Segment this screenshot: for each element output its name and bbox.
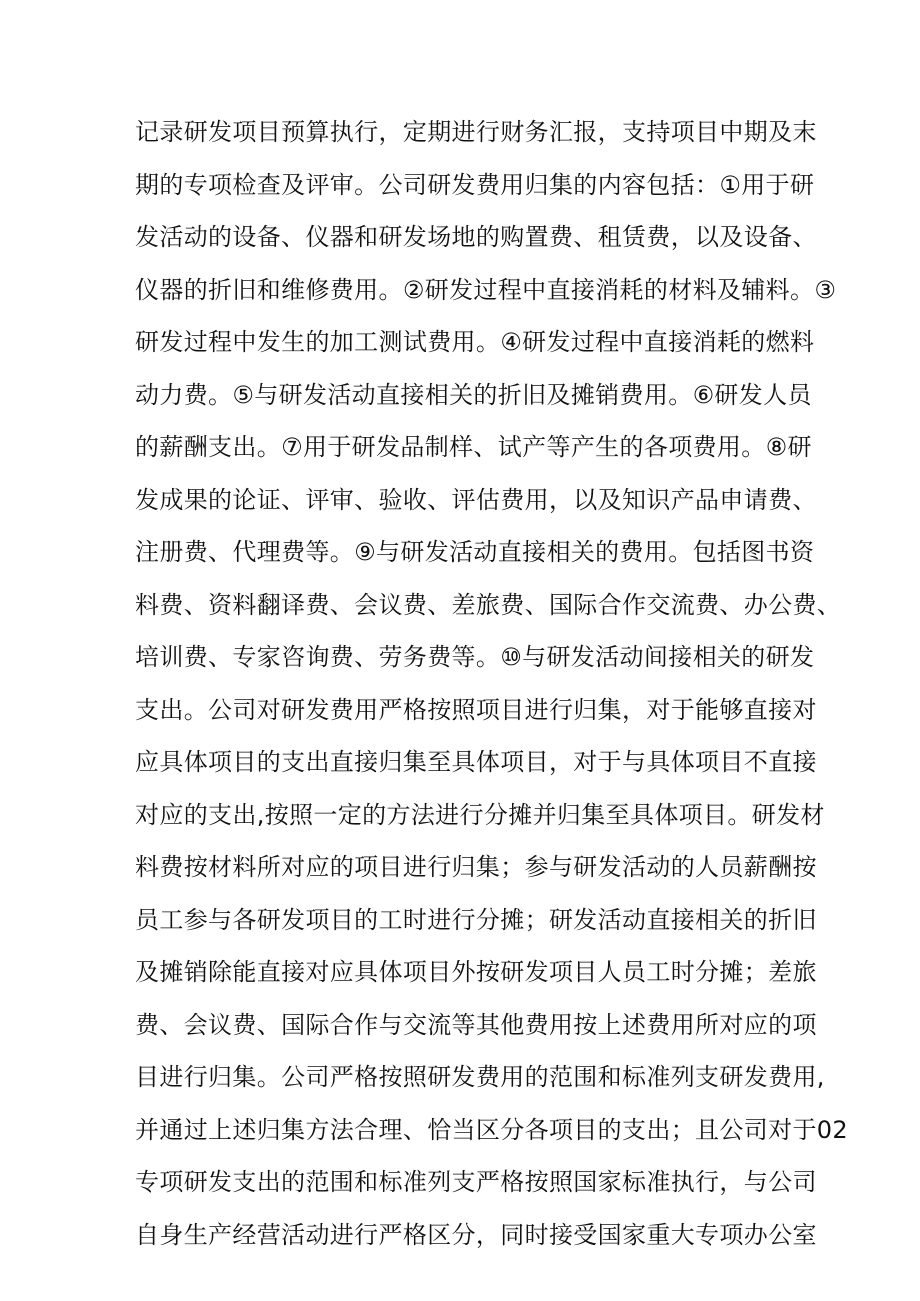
text-line: 注册费、代理费等。⑨与研发活动直接相关的费用。包括图书资 <box>135 538 815 566</box>
body-paragraph <box>135 106 849 1261</box>
text-line: 支出。公司对研发费用严格按照项目进行归集，对于能够直接对 <box>135 695 817 724</box>
text-line: 期的专项检查及评审。公司研发费用归集的内容包括：①用于研 <box>135 170 815 199</box>
text-line: 应具体项目的支出直接归集至具体项目，对于与具体项目不直接 <box>135 748 817 776</box>
text-line: 料费、资料翻译费、会议费、差旅费、国际合作交流费、办公费、 <box>135 590 842 619</box>
text-line: 并通过上述归集方法合理、恰当区分各项目的支出；且公司对于02 <box>135 1115 849 1144</box>
text-line: 自身生产经营活动进行严格区分，同时接受国家重大专项办公室 <box>135 1220 817 1249</box>
text-line: 料费按材料所对应的项目进行归集；参与研发活动的人员薪酬按 <box>135 853 817 881</box>
text-line: 对应的支出,按照一定的方法进行分摊并归集至具体项目。研发材 <box>135 800 825 829</box>
text-line: 发活动的设备、仪器和研发场地的购置费、租赁费，以及设备、 <box>135 223 817 251</box>
text-line: 动力费。⑤与研发活动直接相关的折旧及摊销费用。⑥研发人员 <box>135 380 812 409</box>
text-line: 研发过程中发生的加工测试费用。④研发过程中直接消耗的燃料 <box>135 328 815 356</box>
text-line: 仪器的折旧和维修费用。②研发过程中直接消耗的材料及辅料。③ <box>135 275 837 304</box>
text-line: 专项研发支出的范围和标准列支严格按照国家标准执行，与公司 <box>135 1168 817 1196</box>
text-line: 员工参与各研发项目的工时进行分摊；研发活动直接相关的折旧 <box>135 905 817 934</box>
text-line: 记录研发项目预算执行，定期进行财务汇报，支持项目中期及末 <box>135 118 817 146</box>
text-line: 发成果的论证、评审、验收、评估费用，以及知识产品申请费、 <box>135 485 817 514</box>
text-line: 费、会议费、国际合作与交流等其他费用按上述费用所对应的项 <box>135 1010 817 1039</box>
text-line: 培训费、专家咨询费、劳务费等。⑩与研发活动间接相关的研发 <box>135 643 815 671</box>
text-line: 的薪酬支出。⑦用于研发品制样、试产等产生的各项费用。⑧研 <box>135 433 812 461</box>
text-line: 目进行归集。公司严格按照研发费用的范围和标准列支研发费用, <box>135 1063 825 1091</box>
text-line: 及摊销除能直接对应具体项目外按研发项目人员工时分摊；差旅 <box>135 958 817 986</box>
